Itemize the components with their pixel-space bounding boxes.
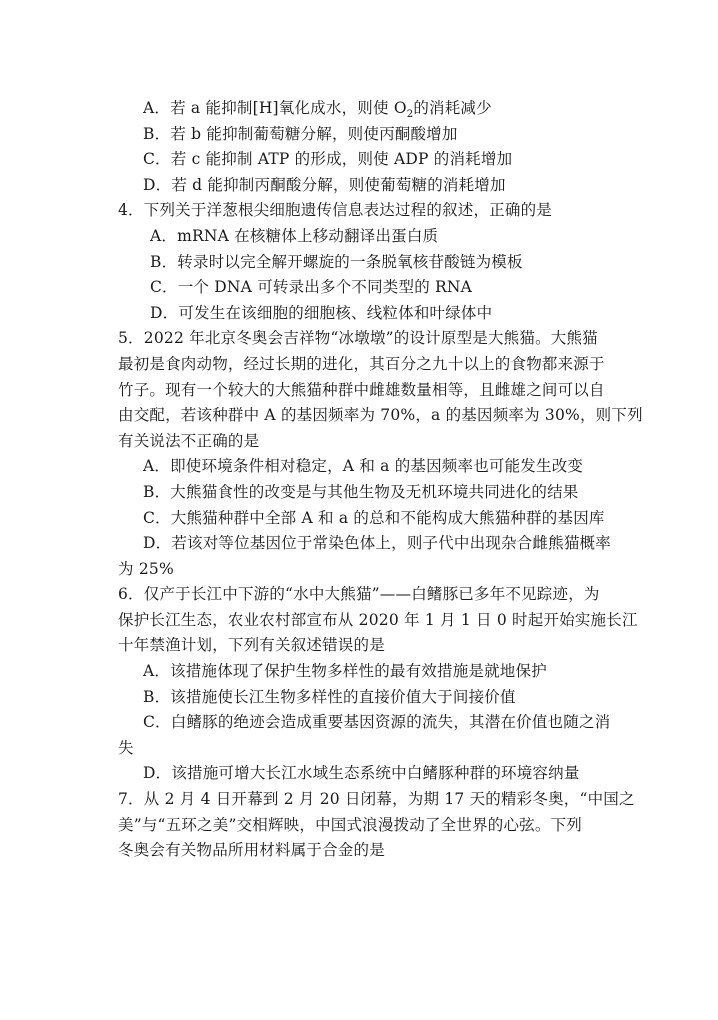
q3-option-a: A．若 a 能抑制[H]氧化成水，则使 $O_2$的消耗减少	[143, 99, 492, 121]
q7-stem-line-2: 美”与“五环之美”交相辉映，中国式浪漫拨动了全世界的心弦。下列	[118, 815, 582, 834]
q3-option-d: D．若 d 能抑制丙酮酸分解，则使葡萄糖的消耗增加	[143, 175, 506, 194]
q5-option-c: C．大熊猫种群中全部 A 和 a 的总和不能构成大熊猫种群的基因库	[143, 508, 605, 527]
q4-option-d: D．可发生在该细胞的细胞核、线粒体和叶绿体中	[150, 303, 493, 322]
q5-stem-line-2: 最初是食肉动物，经过长期的进化，其百分之九十以上的食物都来源于	[118, 354, 605, 373]
q7-stem-line-3: 冬奥会有关物品所用材料属于合金的是	[118, 841, 385, 860]
q5-stem-line-5: 有关说法不正确的是	[118, 431, 260, 450]
q4-option-a: A．mRNA 在核糖体上移动翻译出蛋白质	[150, 226, 439, 245]
q7-stem-line-1: 7．从 2 月 4 日开幕到 2 月 20 日闭幕，为期 17 天的精彩冬奥，“中国之	[118, 790, 635, 809]
q4-option-b: B．转录时以完全解开螺旋的一条脱氧核苷酸链为模板	[150, 252, 523, 271]
q6-option-c-line-1: C．白鳍豚的绝迹会造成重要基因资源的流失，其潜在价值也随之消	[143, 713, 611, 732]
q5-stem-line-4: 由交配，若该种群中 A 的基因频率为 70%，a 的基因频率为 30%，则下列	[118, 406, 643, 425]
subscript-2: 2	[406, 109, 414, 121]
q6-stem-line-1: 6．仅产于长江中下游的“水中大熊猫”——白鳍豚已多年不见踪迹，为	[118, 585, 600, 604]
q3-option-c: C．若 c 能抑制 ATP 的形成，则使 ADP 的消耗增加	[143, 150, 513, 169]
q3-option-b: B．若 b 能抑制葡萄糖分解，则使丙酮酸增加	[143, 124, 458, 143]
q5-stem-line-3: 竹子。现有一个较大的大熊猫种群中雌雄数量相等，且雌雄之间可以自	[118, 380, 605, 399]
q6-option-c-line-2: 失	[118, 738, 134, 757]
q6-option-d: D．该措施可增大长江水域生态系统中白鳍豚种群的环境容纳量	[143, 764, 580, 783]
q5-option-b: B．大熊猫食性的改变是与其他生物及无机环境共同进化的结果	[143, 482, 579, 501]
q6-stem-line-2: 保护长江生态，农业农村部宣布从 2020 年 1 月 1 日 0 时起开始实施长江	[118, 610, 638, 629]
q4-stem: 4．下列关于洋葱根尖细胞遗传信息表达过程的叙述，正确的是	[118, 201, 552, 220]
q5-option-d-line-2: 为 25%	[118, 559, 174, 578]
q6-option-b: B．该措施使长江生物多样性的直接价值大于间接价值	[143, 687, 516, 706]
q5-stem-line-1: 5．2022 年北京冬奥会吉祥物“冰墩墩”的设计原型是大熊猫。大熊猫	[118, 329, 598, 348]
q6-option-a: A．该措施体现了保护生物多样性的最有效措施是就地保护	[143, 662, 547, 681]
q5-option-a: A．即使环境条件相对稳定，A 和 a 的基因频率也可能发生改变	[143, 457, 584, 476]
q5-option-d-line-1: D．若该对等位基因位于常染色体上，则子代中出现杂合雌熊猫概率	[143, 534, 611, 553]
q4-option-c: C．一个 DNA 可转录出多个不同类型的 RNA	[150, 278, 473, 297]
exam-page	[118, 96, 643, 864]
q6-stem-line-3: 十年禁渔计划，下列有关叙述错误的是	[118, 636, 385, 655]
